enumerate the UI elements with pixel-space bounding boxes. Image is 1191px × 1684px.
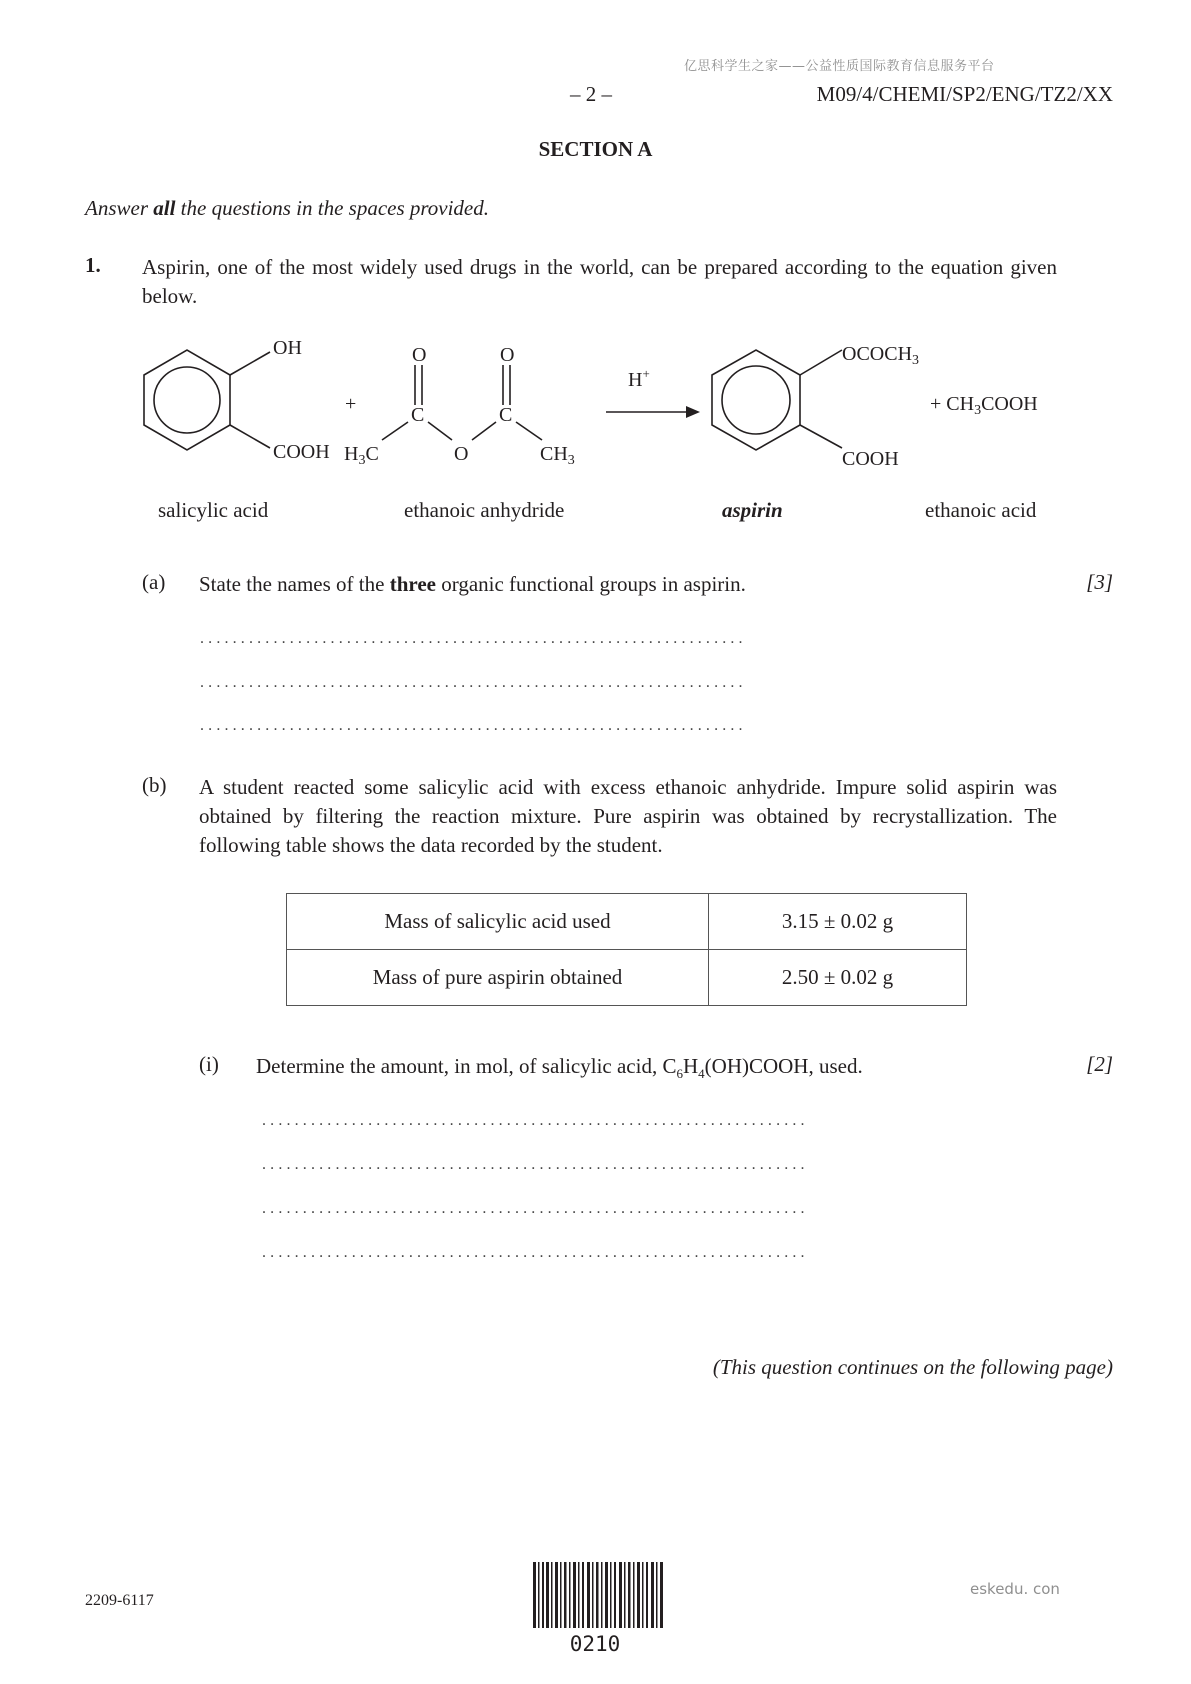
c-atom-2: C [499,404,513,426]
watermark-text: 亿思科学生之家——公益性质国际教育信息服务平台 [684,59,995,74]
o-atom-2: O [500,344,515,366]
site-watermark: eskedu. con [970,1580,1060,1598]
c-atom-1: C [411,404,425,426]
cooh-label-2: COOH [842,448,899,470]
instruction-post: the questions in the spaces provided. [175,196,490,220]
cooh-label-1: COOH [273,441,330,463]
catalyst-label: H+ [628,366,650,391]
caption-aspirin: aspirin [722,498,783,522]
instruction-pre: Answer [85,196,154,220]
table-cell-value: 3.15 ± 0.02 g [709,894,967,950]
answer-line-b4[interactable]: . . . . . . . . . . . . . . . . . . . . . . . . . . . . . . . . . . . . . . . . . . . . . . . . . . . . . . . . . . . . . . . . . . . [262,1244,805,1261]
caption-ethanoic-anhydride: ethanoic anhydride [404,498,565,522]
ococh3-label: $OCOCH_3$ [842,343,920,368]
part-b-text: A student reacted some salicylic acid with excess ethanoic anhydride. Impure solid aspirin was obtained by filtering the reaction mixture. Pure aspirin was obtained by recrystallization. The following table shows the data recorded by the student. [199,775,1057,857]
answer-line-a3[interactable]: . . . . . . . . . . . . . . . . . . . . . . . . . . . . . . . . . . . . . . . . . . . . . . . . . . . . . . . . . . . . . . . . . . . [200,717,743,734]
question-text: Aspirin, one of the most widely used drugs in the world, can be prepared according to the equation given below. [142,255,1057,308]
answer-line-a1[interactable]: . . . . . . . . . . . . . . . . . . . . . . . . . . . . . . . . . . . . . . . . . . . . . . . . . . . . . . . . . . . . . . . . . . . [200,630,743,647]
barcode [533,1562,663,1628]
instruction-bold: all [153,196,176,220]
answer-line-b1[interactable]: . . . . . . . . . . . . . . . . . . . . . . . . . . . . . . . . . . . . . . . . . . . . . . . . . . . . . . . . . . . . . . . . . . . [262,1112,805,1129]
plus-sign-1: + [345,393,357,415]
footer-code: 2209-6117 [85,1592,154,1609]
part-b-i-text: Determine the amount, in mol, of salicylic acid, $C_6H_4(OH)COOH$, used. [256,1054,863,1082]
part-a-marks: [3] [1086,570,1113,594]
o-atom-1: O [412,344,427,366]
continues-note: (This question continues on the following page) [712,1355,1113,1379]
reaction-scheme [130,330,1080,485]
part-a-text-pre: State the names of the [199,572,390,596]
table-row [287,950,967,1006]
aspirin-structure [712,350,842,450]
table-cell-label: Mass of pure aspirin obtained [287,950,709,1006]
table-cell-value: 2.50 ± 0.02 g [709,950,967,1006]
anhydride-bonds [382,365,542,440]
data-table [286,893,967,1006]
o-bridge: O [454,443,469,465]
h3c-label: $H_3C$ [344,443,379,468]
instruction [85,196,489,221]
table-cell-label: Mass of salicylic acid used [287,894,709,950]
ethanoic-acid-formula: + $CH_3COOH$ [930,393,1038,418]
answer-line-b3[interactable]: . . . . . . . . . . . . . . . . . . . . . . . . . . . . . . . . . . . . . . . . . . . . . . . . . . . . . . . . . . . . . . . . . . . [262,1200,805,1217]
answer-line-a2[interactable]: . . . . . . . . . . . . . . . . . . . . . . . . . . . . . . . . . . . . . . . . . . . . . . . . . . . . . . . . . . . . . . . . . . . [200,674,743,691]
caption-salicylic-acid: salicylic acid [158,498,269,522]
caption-ethanoic-acid: ethanoic acid [925,498,1037,522]
part-a-text-bold: three [389,572,436,596]
part-b-i-label: (i) [199,1052,219,1076]
part-b-i-marks: [2] [1086,1052,1113,1076]
part-a-label: (a) [142,570,166,594]
part-a-text [199,570,746,599]
section-title: SECTION A [538,137,653,161]
answer-line-b2[interactable]: . . . . . . . . . . . . . . . . . . . . . . . . . . . . . . . . . . . . . . . . . . . . . . . . . . . . . . . . . . . . . . . . . . . [262,1156,805,1173]
part-b-label: (b) [142,773,167,797]
salicylic-acid-structure [144,350,270,450]
page-number: – 2 – [570,82,612,106]
arrow-head [686,406,700,418]
question-number: 1. [85,253,101,277]
ch3-label: $CH_3$ [540,443,575,468]
part-a-text-post: organic functional groups in aspirin. [435,572,746,596]
table-row [287,894,967,950]
paper-code: M09/4/CHEMI/SP2/ENG/TZ2/XX [816,82,1113,106]
barcode-number: 0210 [569,1632,621,1656]
oh-label: OH [273,337,302,359]
